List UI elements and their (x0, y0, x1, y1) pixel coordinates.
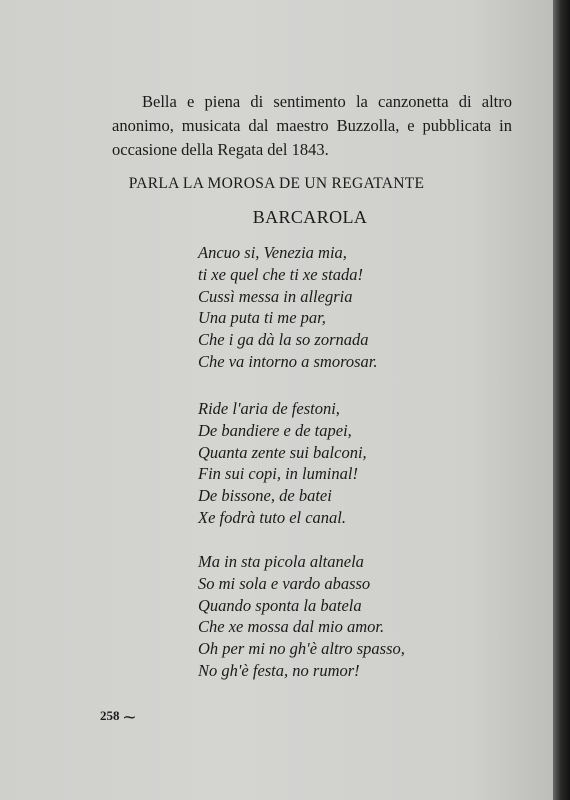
verse-line: ti xe quel che ti xe stada! (198, 264, 363, 284)
intro-paragraph: Bella e piena di sentimento la canzonetta di altro anonimo, musicata dal maestro Buzzolla, e pubblicata in occasione della Regata del 1843. (112, 92, 512, 159)
verse-line: Quanta zente sui balconi, (198, 442, 367, 462)
verse-line: Xe fodrà tuto el canal. (198, 507, 347, 527)
verse-line: Quando sponta la batela (198, 595, 362, 615)
verse-line: Ancuo si, Venezia mia, (198, 243, 347, 262)
verse-line: No gh'è festa, no rumor! (198, 660, 360, 680)
poem-heading: PARLA LA MOROSA DE UN REGATANTE (128, 175, 425, 192)
verse-line: Che i ga dà la so zornada (198, 330, 369, 350)
stanza-2 (198, 398, 367, 529)
verse-line: Che va intorno a smorosar. (198, 351, 378, 371)
ornament-icon: ⁓ (123, 709, 136, 724)
stanza-1 (198, 242, 378, 373)
page-number (100, 708, 136, 725)
verse-line: Ma in sta picola altanela (198, 552, 364, 571)
verse-line: Oh per mi no gh'è altro spasso, (198, 639, 405, 659)
book-spine-shadow (553, 0, 570, 800)
verse-line: Una puta ti me par, (198, 308, 326, 328)
poem-subheading: BARCAROLA (252, 207, 368, 227)
verse-line: Cussì messa in allegria (198, 286, 353, 306)
verse-line: De bissone, de batei (198, 486, 332, 506)
verse-line: So mi sola e vardo abasso (198, 573, 371, 593)
page-number-text: 258 (100, 708, 120, 723)
verse-line: Ride l'aria de festoni, (198, 399, 340, 418)
verse-line: De bandiere e de tapei, (198, 420, 352, 440)
stanza-3 (198, 551, 405, 682)
verse-line: Che xe mossa dal mio amor. (198, 617, 385, 637)
verse-line: Fin sui copi, in luminal! (198, 464, 358, 484)
